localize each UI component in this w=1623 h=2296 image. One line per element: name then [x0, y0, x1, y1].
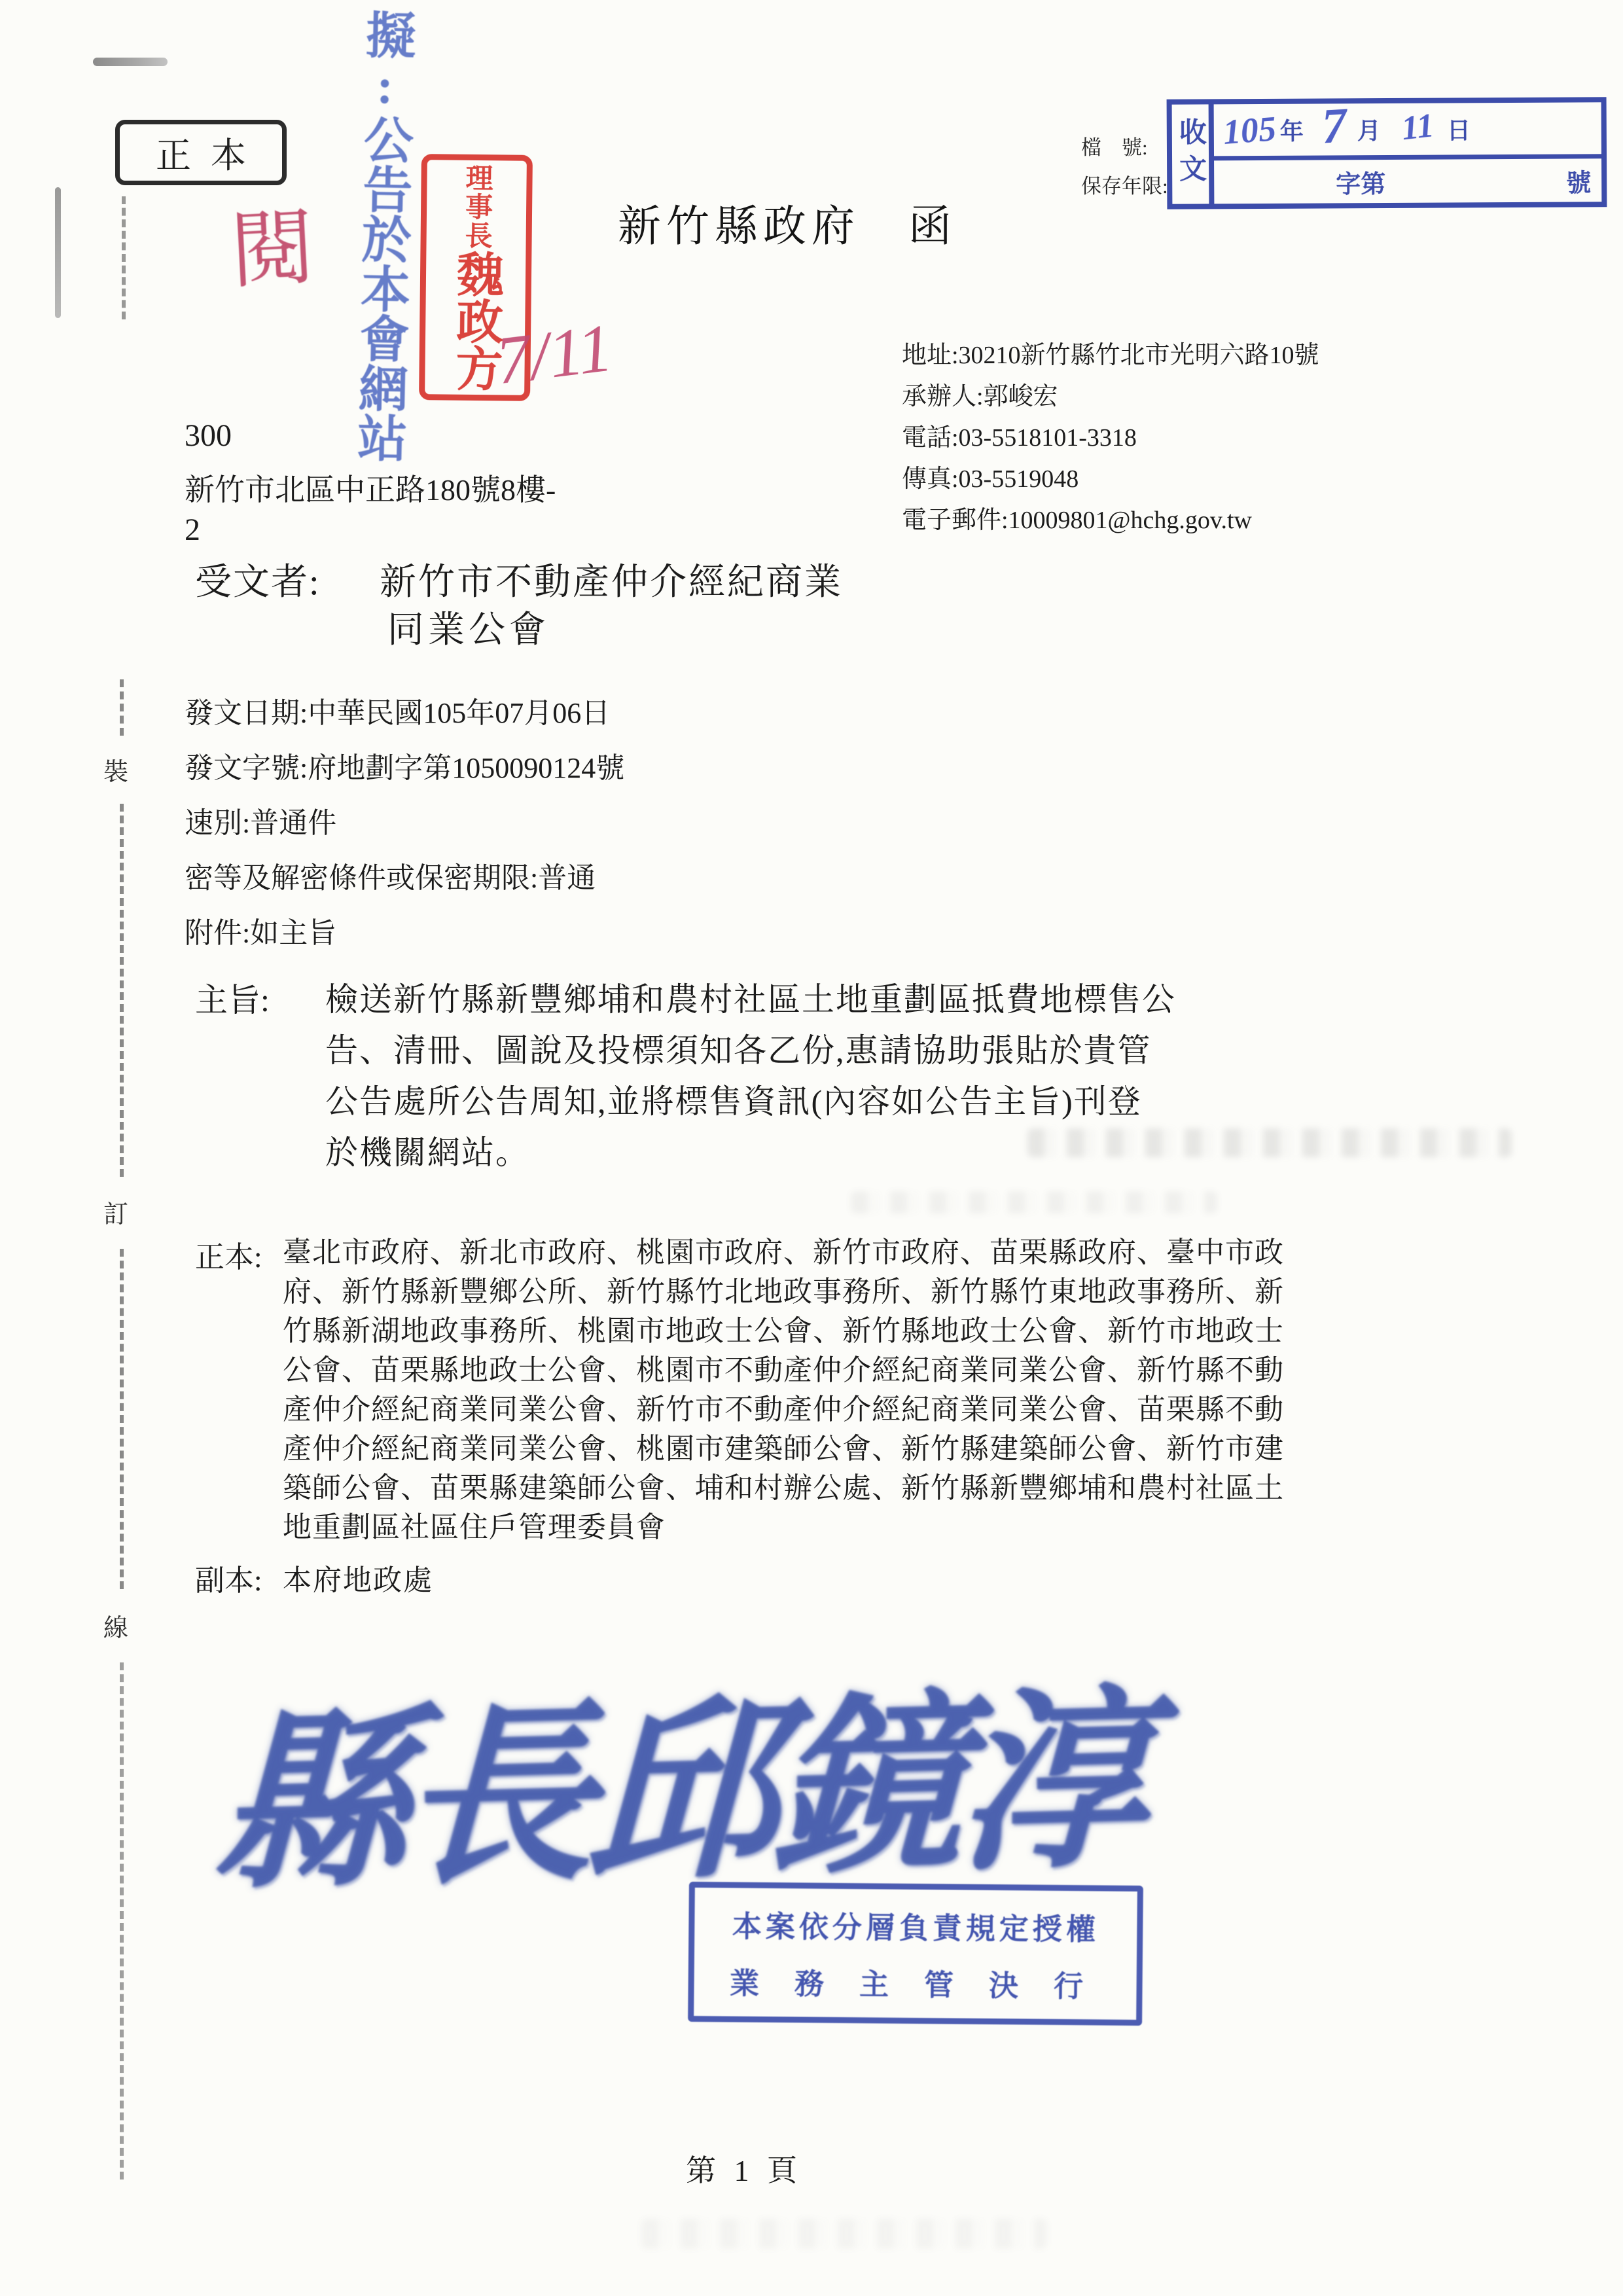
- security-class: 密等及解密條件或保密期限:普通: [185, 862, 596, 894]
- original-copies-line: 產仲介經紀商業同業公會、新竹市不動產仲介經紀商業同業公會、苗栗縣不動: [283, 1393, 1284, 1426]
- subject-label: 主旨:: [195, 982, 270, 1018]
- bleed-through-smudge: [641, 2219, 1047, 2249]
- copy-type-box: [115, 120, 287, 185]
- chairman-stamp-title: 理事長: [461, 163, 492, 251]
- recipient-label: 受文者:: [195, 562, 321, 603]
- cc-label: 副本:: [195, 1564, 262, 1597]
- document-meta-block: [185, 686, 624, 961]
- chairman-stamp-text: [448, 163, 503, 392]
- subject-line: 檢送新竹縣新豐鄉埔和農村社區土地重劃區抵費地標售公: [325, 981, 1176, 1018]
- authorization-line2: 業務主管決行: [729, 1967, 1119, 2003]
- receipt-stamp-serial-row: [1214, 158, 1601, 204]
- original-copies-line: 府、新竹縣新豐鄉公所、新竹縣竹北地政事務所、新竹縣竹東地政事務所、新: [283, 1276, 1284, 1308]
- original-copies-list: [283, 1233, 1284, 1547]
- recipient-name-line2: 同業公會: [387, 610, 550, 651]
- document-number: 發文字號:府地劃字第1050090124號: [185, 752, 625, 784]
- document-title: 新竹縣政府 函: [618, 203, 957, 251]
- authorization-line1: 本案依分層負責規定授權: [732, 1910, 1100, 1946]
- original-copies-line: 產仲介經紀商業同業公會、桃園市建築師公會、新竹縣建築師公會、新竹市建: [283, 1433, 1284, 1465]
- handwritten-draft-note: 擬:公告於本會網站: [349, 9, 414, 463]
- original-copies-line: 公會、苗栗縣地政士公會、桃園市不動產仲介經紀商業同業公會、新竹縣不動: [283, 1354, 1284, 1386]
- attachment-note: 附件:如主旨: [185, 917, 337, 949]
- receipt-month-unit: 月: [1357, 118, 1381, 145]
- agency-address: 地址:30210新竹縣竹北市光明六路10號: [902, 342, 1319, 369]
- chairman-stamp-name: 魏政方: [448, 249, 503, 392]
- receipt-year-unit: 年: [1279, 118, 1304, 145]
- agency-phone: 電話:03-5518101-3318: [902, 424, 1137, 452]
- handwritten-read-mark: 閱: [228, 201, 317, 299]
- agency-officer: 承辦人:郭峻宏: [902, 383, 1058, 410]
- bleed-through-smudge: [851, 1191, 1217, 1213]
- original-copies-label: 正本:: [195, 1241, 262, 1274]
- recipient-name-line1: 新竹市不動產仲介經紀商業: [380, 562, 843, 603]
- receipt-stamp-org: 收文: [1172, 104, 1215, 204]
- original-copies-line: 竹縣新湖地政事務所、桃園市地政士公會、新竹縣地政士公會、新竹市地政士: [283, 1315, 1284, 1347]
- cc-value: 本府地政處: [283, 1564, 433, 1596]
- subject-line: 告、清冊、圖說及投標須知各乙份,惠請協助張貼於貴管: [325, 1032, 1152, 1069]
- handwritten-date-mark: 7/11: [491, 310, 616, 399]
- magistrate-signature-stamp: 縣長邱鏡淳: [213, 1674, 1145, 1913]
- recipient-postal-code: 300: [185, 418, 232, 453]
- receipt-month-value: 7: [1320, 98, 1349, 154]
- receipt-day-value: 11: [1399, 107, 1436, 148]
- original-copies-line: 築師公會、苗栗縣建築師公會、埔和村辦公處、新竹縣新豐鄉埔和農村社區土: [283, 1472, 1284, 1504]
- speed-class: 速別:普通件: [185, 807, 337, 839]
- receipt-day-unit: 日: [1446, 117, 1471, 144]
- issue-date: 發文日期:中華民國105年07月06日: [185, 697, 611, 729]
- subject-line: 公告處所公告周知,並將標售資訊(內容如公告主旨)刊登: [325, 1083, 1142, 1120]
- scan-artifact-line: [55, 187, 61, 318]
- binding-mark-ding: 訂: [103, 1201, 129, 1229]
- subject-line: 於機關網站。: [325, 1134, 529, 1171]
- file-number-label: 檔 號:: [1081, 136, 1148, 159]
- agency-contact-block: [902, 335, 1319, 541]
- binding-dashed-line: [120, 804, 124, 1177]
- agency-email: 電子郵件:10009801@hchg.gov.tw: [902, 507, 1252, 534]
- retention-period-label: 保存年限:: [1081, 175, 1168, 198]
- copy-type-label: 正本: [156, 135, 266, 175]
- original-copies-line: 地重劃區社區住戶管理委員會: [283, 1511, 666, 1543]
- binding-mark-zhuang: 裝: [103, 759, 129, 786]
- binding-mark-xian: 線: [103, 1615, 129, 1642]
- binding-dashed-line: [120, 679, 124, 736]
- pen-dash-mark: [93, 58, 168, 66]
- binding-dashed-line: [120, 1249, 124, 1589]
- receipt-stamp-box: [1167, 97, 1607, 209]
- original-copies-line: 臺北市政府、新北市政府、桃園市政府、新竹市政府、苗栗縣政府、臺中市政: [283, 1236, 1284, 1268]
- bleed-through-smudge: [1027, 1128, 1512, 1157]
- receipt-stamp-date-row: [1214, 98, 1601, 160]
- receipt-serial-prefix: 字第: [1336, 170, 1386, 198]
- agency-fax: 傳真:03-5519048: [902, 465, 1079, 493]
- binding-dashed-line: [120, 1662, 124, 2179]
- scan-artifact-dashes: [122, 196, 126, 319]
- recipient-address-line2: 2: [185, 512, 200, 547]
- recipient-address-line1: 新竹市北區中正路180號8樓-: [185, 473, 556, 507]
- receipt-year-value: 105: [1221, 108, 1277, 152]
- receipt-stamp-fields: [1214, 98, 1602, 204]
- page-number: 第 1 頁: [686, 2154, 802, 2187]
- authorization-stamp-box: [688, 1882, 1143, 2026]
- receipt-serial-suffix: 號: [1566, 169, 1592, 198]
